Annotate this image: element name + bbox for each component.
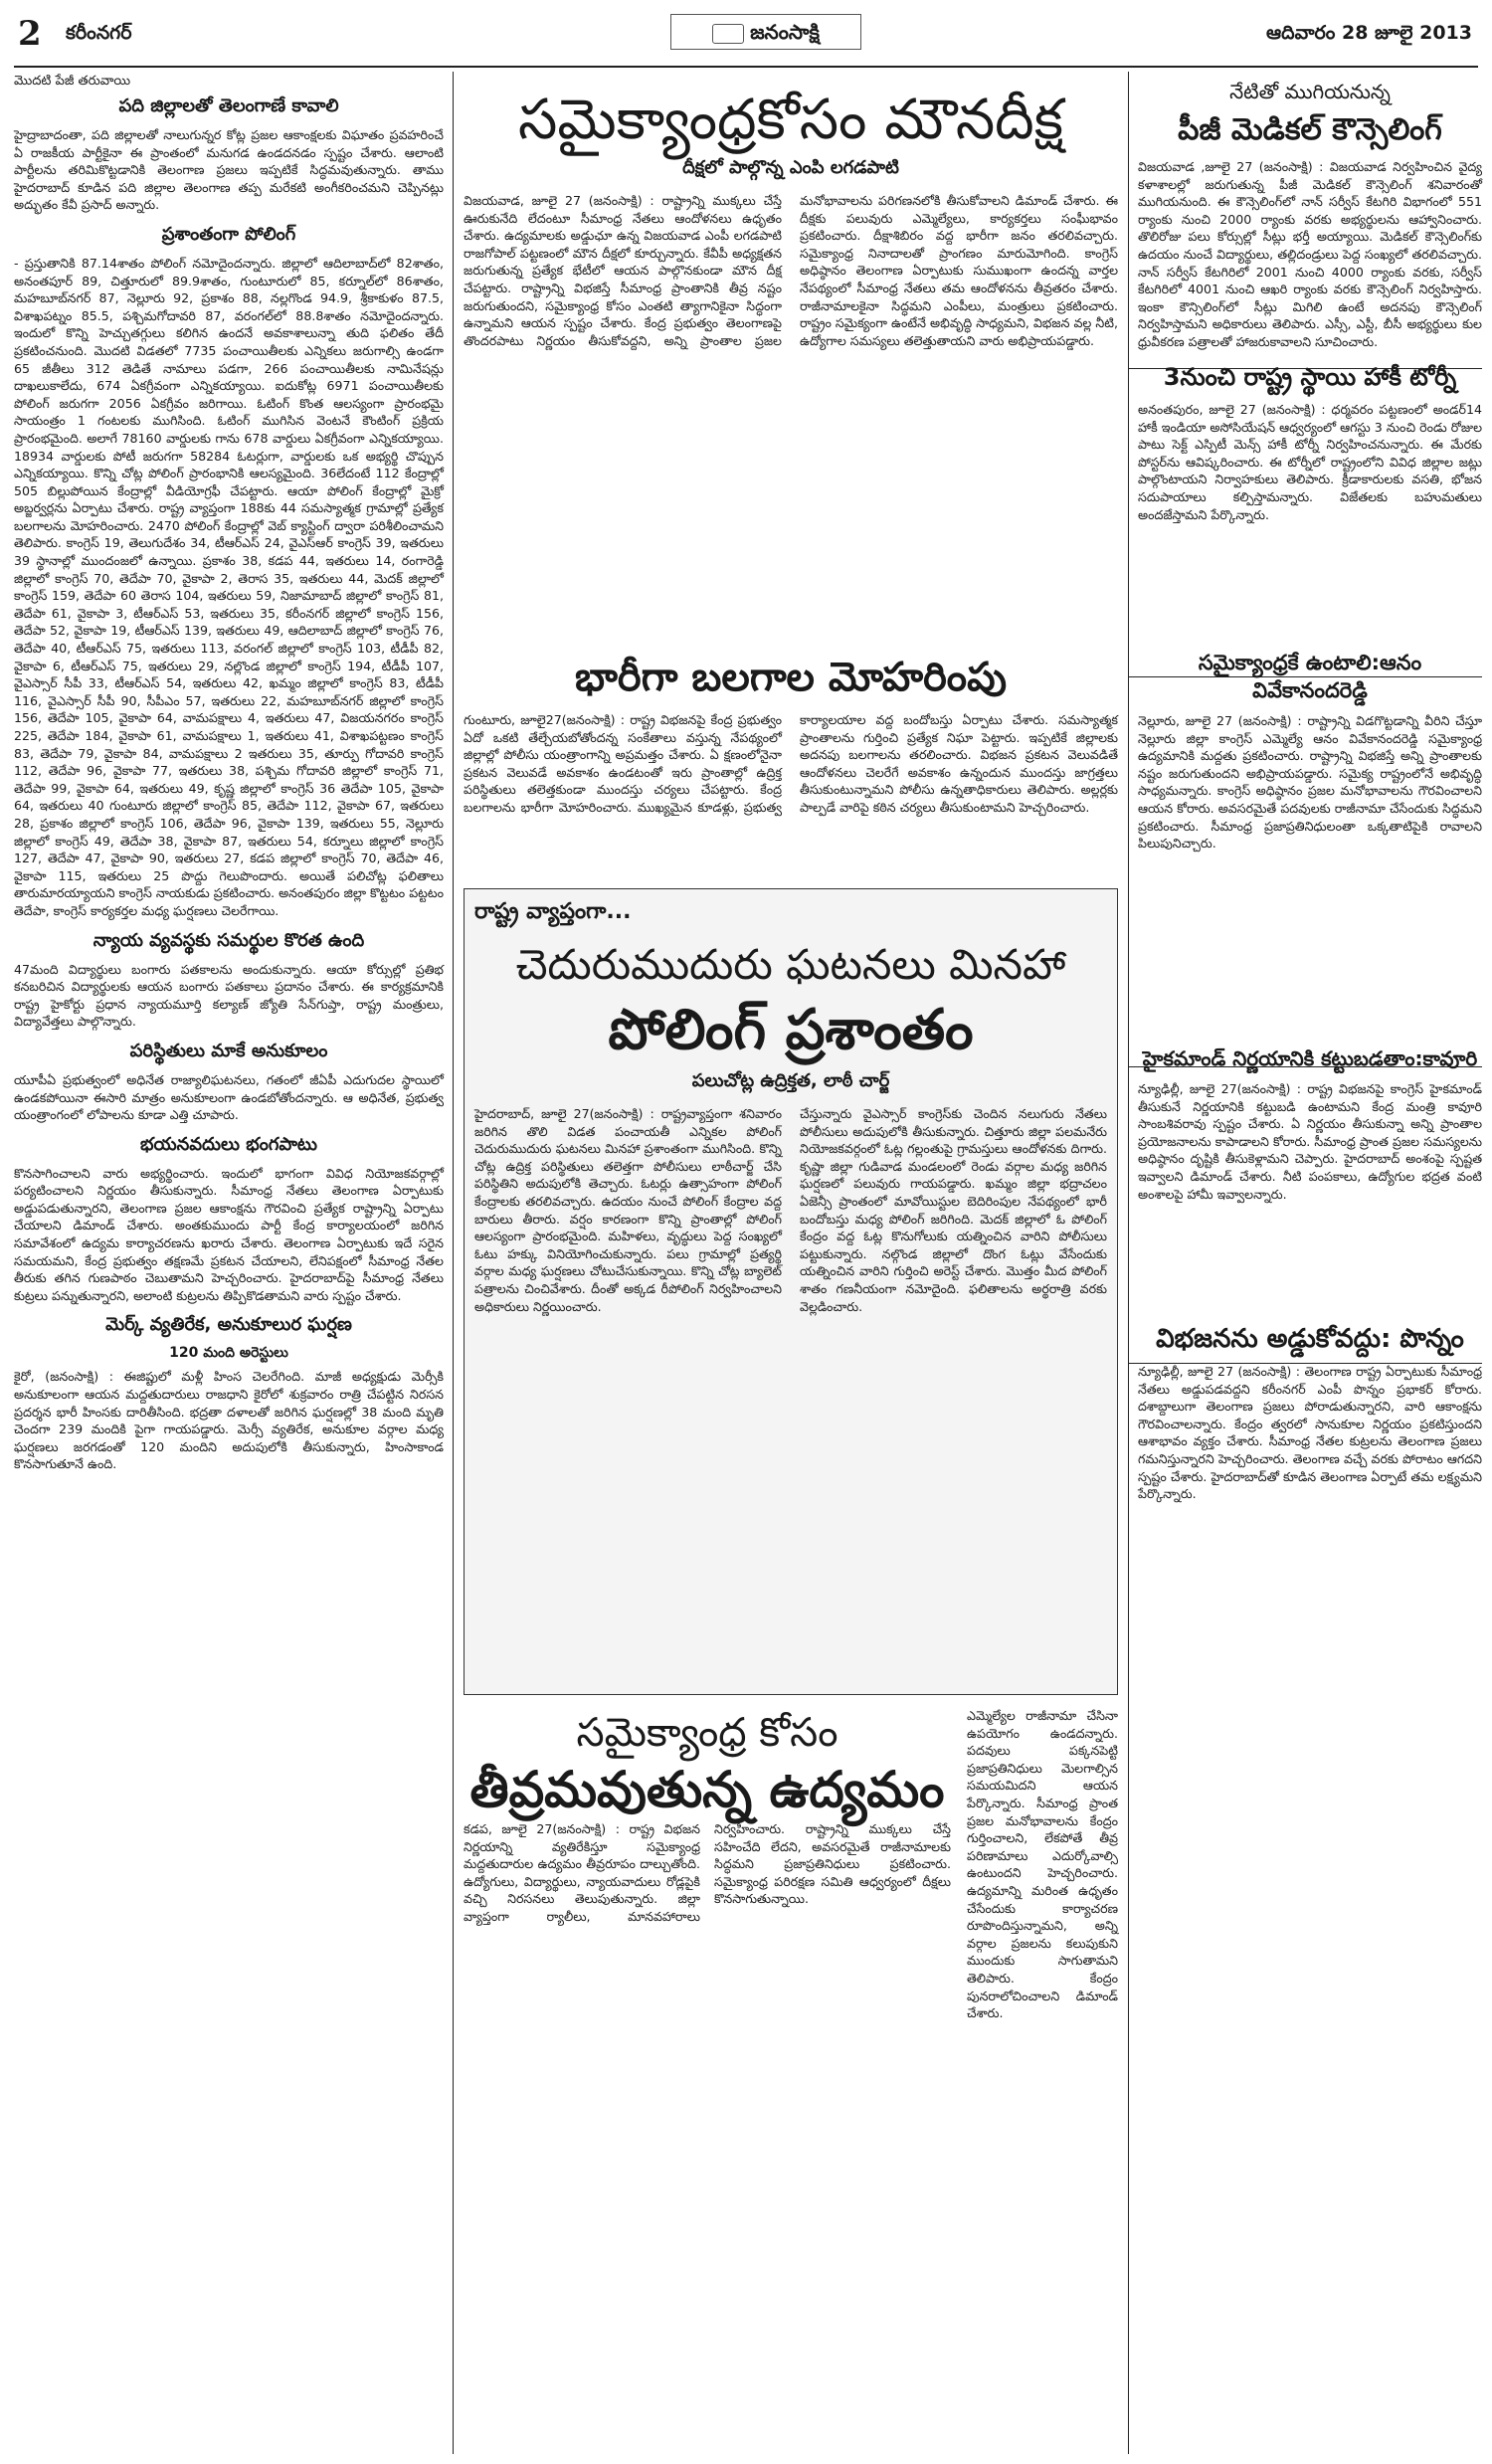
article-headline: పది జిల్లాలతో తెలంగాణే కావాలి (118, 95, 339, 116)
column-rule (453, 72, 454, 2454)
article-body: విజయవాడ ,జూలై 27 (జనంసాక్షి) : విజయవాడ నిర్వహించిన వైద్య కళాశాలల్లో జరుగుతున్న పీజీ మెడికల్ కౌన్సెలింగ్ శనివారంతో ముగియనుంది. ఈ కౌన్సెలింగ్‌లో నాన్ సర్వీస్ కేటగిరి విభాగంలో 551 ర్యాంకు నుంచి 2000 ర్యాంకు వరకు అభ్యర్థులను ఆహ్వానించారు. తొలిరోజు పలు కోర్సుల్లో సీట్లు భర్తీ అయ్యాయి. మెడికల్ కౌన్సెలింగ్‌కు ఉదయం నుంచే విద్యార్థులు, తల్లిదండ్రులు పెద్ద సంఖ్యలో తరలివచ్చారు. నాన్ సర్వీస్ కేటగిరిలో 2001 నుంచి 4000 ర్యాంకు వరకు, సర్వీస్ కేటగిరిలో 4001 నుంచి ఆఖరి ర్యాంకు వరకు కౌన్సెలింగ్ నిర్వహిస్తారు. ఇంకా కౌన్సిలింగ్‌లో సీట్లు మిగిలి ఉంటే అదనపు కౌన్సెలింగ్ నిర్వహిస్తామని అధికారులు తెలిపారు. ఎస్సీ, ఎస్టీ, బీసీ అభ్యర్థులు కుల ధ్రువీకరణ పత్రాలతో హాజరుకావాలని సూచించారు. (1138, 159, 1482, 349)
box-headline-1: చెదురుముదురు ఘటనలు మినహా (515, 940, 1066, 989)
box-body (474, 1105, 1107, 1688)
article-body: నెల్లూరు, జూలై 27 (జనంసాక్షి) : రాష్ట్రాన్ని విడగొట్టడాన్ని వీరిని చేస్తూ నెల్లూరు జిల్లా కాంగ్రెస్ ఎమ్మెల్యే ఆనం వివేకానందరెడ్డి సమైక్యాంధ్ర ఉద్యమానికి మద్దతు ప్రకటించారు. రాష్ట్రాన్ని విభజిస్తే అన్ని ప్రాంతాలకు నష్టం జరుగుతుందని అభిప్రాయపడ్డారు. సమైక్య రాష్ట్రంలోనే అభివృద్ధి సాధ్యమన్నారు. కాంగ్రెస్ అధిష్ఠానం ప్రజల మనోభావాలను గౌరవించాలని ఆయన కోరారు. అవసరమైతే పదవులకు రాజీనామా చేసేందుకు సిద్ధమని ప్రకటించారు. సీమాంధ్ర ప్రజాప్రతినిధులంతా ఒక్కతాటిపైకి రావాలని పిలుపునిచ్చారు. (1138, 713, 1482, 852)
article-headline: తీవ్రమవుతున్న ఉద్యమం (469, 1761, 945, 1818)
box-kicker: రాష్ట్ర వ్యాప్తంగా... (474, 899, 632, 924)
article-headline: మెర్క్ వ్యతిరేక, అనుకూలుర ఘర్షణ (105, 1314, 352, 1336)
article-subheadline: 120 మంది అరెస్టులు (169, 1345, 288, 1362)
lead-headline: సమైక్యాంధ్రకోసం మౌనదీక్ష (518, 88, 1063, 152)
continuation-label: మొదటి పేజీ తరువాయి (14, 74, 131, 89)
edition-name: కరీంనగర్ (66, 22, 132, 44)
article-kicker: నేటితో ముగియనున్న (1229, 80, 1391, 103)
logo-emblem-icon (712, 24, 744, 44)
article-body: గుంటూరు, జూలై27(జనంసాక్షి) : రాష్ట్ర విభజనపై కేంద్ర ప్రభుత్వం ఏదో ఒకటి తేల్చేయబోతోందన్న సంకేతాలు వస్తున్న నేపథ్యంలో జిల్లాల్లో పోలీసు యంత్రాంగాన్ని అప్రమత్తం చేశారు. ఏ క్షణంలోనైనా ప్రకటన వెలువడే అవకాశం ఉండటంతో ఇరు ప్రాంతాల్లో ఉద్రిక్త పరిస్థితులు తలెత్తకుండా ముందస్తు చర్యలు చేపట్టారు. కేంద్ర బలగాలను భారీగా మోహరించారు. ముఖ్యమైన కూడళ్లు, ప్రభుత్వ కార్యాలయాల వద్ద బందోబస్తు ఏర్పాటు చేశారు. సమస్యాత్మక ప్రాంతాలను గుర్తించి ప్రత్యేక నిఘా పెట్టారు. ఇప్పటికే జిల్లాలకు అదనపు బలగాలను తరలించారు. విభజన ప్రకటన వెలువడితే ఆందోళనలు చెలరేగే అవకాశం ఉన్నందున ముందస్తు జాగ్రత్తలు తీసుకుంటున్నామని పోలీసు ఉన్నతాధికారులు తెలిపారు. అల్లర్లకు పాల్పడే వారిపై కఠిన చర్యలు తీసుకుంటామని హెచ్చరించారు. (464, 712, 1118, 815)
bottom-story (464, 1707, 1118, 2021)
page-header (14, 10, 1478, 68)
article-body: యూపీఏ ప్రభుత్వంలో అధినేత రాజ్యాలిఘటనలు, గతంలో జీఏపీ ఎదుగుదల స్థాయిలో ఉండకపోయినా ఈసారి మాత్రం అనుకూలంగా ఉండబోతోందన్నారు. ఆ అధినేత, ప్రభుత్వ యంత్రాంగంలో లోపాలను కూడా ఎత్తి చూపారు. (14, 1071, 444, 1123)
article-headline: భారీగా బలగాల మోహరింపు (574, 655, 1007, 700)
article-body: చేస్తున్నారు వైఎస్సార్ కాంగ్రెస్‌కు చెందిన నలుగురు నేతలు పోలీసులు అదుపులోకి తీసుకున్నారు. చిత్తూరు జిల్లా పలమనేరు నియోజకవర్గంలో ఓట్ల గల్లంతుపై గ్రామస్తులు ఆందోళనకు దిగారు. కృష్ణా జిల్లా గుడివాడ మండలంలో రెండు వర్గాల మధ్య జరిగిన ఘర్షణలో పలువురు గాయపడ్డారు. ఖమ్మం జిల్లా భద్రాచలం ఏజెన్సీ ప్రాంతంలో మావోయిస్టుల బెదిరింపుల నేపథ్యంలో భారీ బందోబస్తు మధ్య పోలింగ్ జరిగింది. మెదక్ జిల్లాలో ఓ పోలింగ్ కేంద్రం వద్ద ఓట్ల కొనుగోలుకు యత్నించిన వారిని పోలీసులు పట్టుకున్నారు. నల్గొండ జిల్లాలో దొంగ ఓట్లు వేసేందుకు యత్నించిన వారిని గుర్తించి అరెస్ట్ చేశారు. మొత్తం మీద పోలింగ్ శాతం గణనీయంగా నమోదైంది. ఫలితాలను అర్థరాత్రి వరకు వెల్లడించారు. (800, 1106, 1107, 1314)
article-headline: హైకమాండ్ నిర్ణయానికి కట్టుబడతాం:కావూరి (1142, 1046, 1478, 1070)
right-column (1138, 74, 1482, 2456)
article-body: విజయవాడ, జూలై 27 (జనంసాక్షి) : రాష్ట్రాన్ని ముక్కలు చేస్తే ఊరుకునేది లేదంటూ సీమాంధ్ర నేతలు ఆందోళనలు ఉధృతం చేశారు. ఉద్యమాలకు అడ్డుఛూ ఉన్న విజయవాడ ఎంపీ లగడపాటి రాజగోపాల్ పట్టణంలో మౌన దీక్షలో కూర్చున్నారు. కేవీపీ అధ్యక్షతన జరుగుతున్న ప్రత్యేక భేటీలో ఆయన పాల్గొనకుండా మౌన దీక్ష చేపట్టారు. రాష్ట్రాన్ని విభజిస్తే సీమాంధ్ర ప్రాంతానికి తీవ్ర నష్టం జరుగుతుందని, సమైక్యాంధ్ర కోసం ఎంతటి త్యాగానికైనా సిద్ధంగా ఉన్నామని ఆయన స్పష్టం చేశారు. కేంద్ర ప్రభుత్వం తెలంగాణపై తొందరపాటు నిర్ణయం తీసుకోవద్దని, అన్ని ప్రాంతాల ప్రజల మనోభావాలను పరిగణనలోకి తీసుకోవాలని డిమాండ్ చేశారు. ఈ దీక్షకు పలువురు ఎమ్మెల్యేలు, కార్యకర్తలు సంఘీభావం ప్రకటించారు. దీక్షాశిబిరం వద్ద భారీగా జనం తరలివచ్చారు. సమైక్యాంధ్ర నినాదాలతో ప్రాంగణం మారుమోగింది. కాంగ్రెస్ అధిష్ఠానం తెలంగాణ ఏర్పాటుకు సుముఖంగా ఉందన్న వార్తల నేపథ్యంలో సీమాంధ్ర నేతలు తమ ఆందోళనను తీవ్రతరం చేశారు. రాజీనామాలకైనా సిద్ధమని ఎంపీలు, మంత్రులు ప్రకటించారు. రాష్ట్రం సమైక్యంగా ఉంటేనే అభివృద్ధి సాధ్యమని, విభజన వల్ల నీటి, ఉద్యోగాల సమస్యలు తలెత్తుతాయని వారు అభిప్రాయపడ్డారు. (464, 193, 1118, 348)
article-body: హైదరాబాద్, జూలై 27(జనంసాక్షి) : రాష్ట్రవ్యాప్తంగా శనివారం జరిగిన తొలి విడత పంచాయతీ ఎన్నికల పోలింగ్ చెదురుముదురు ఘటనలు మినహా ప్రశాంతంగా ముగిసింది. కొన్ని చోట్ల ఉద్రిక్త పరిస్థితులు తలెత్తగా పోలీసులు లాఠీచార్జ్ చేసి పరిస్థితిని అదుపులోకి తెచ్చారు. ఓటర్లు ఉత్సాహంగా పోలింగ్ కేంద్రాలకు తరలివచ్చారు. ఉదయం నుంచే పోలింగ్ కేంద్రాల వద్ద బారులు తీరారు. వర్షం కారణంగా కొన్ని ప్రాంతాల్లో పోలింగ్ ఆలస్యంగా ప్రారంభమైంది. మహిళలు, వృద్ధులు పెద్ద సంఖ్యలో ఓటు హక్కు వినియోగించుకున్నారు. పలు గ్రామాల్లో ప్రత్యర్థి వర్గాల మధ్య ఘర్షణలు చోటుచేసుకున్నాయి. కొన్ని చోట్ల బ్యాలెట్ పత్రాలను చించివేశారు. దీంతో అక్కడ రీపోలింగ్ నిర్వహించాలని అధికారులు నిర్ణయించారు. (474, 1106, 782, 1314)
article-body: కడప, జూలై 27(జనంసాక్షి) : రాష్ట్ర విభజన నిర్ణయాన్ని వ్యతిరేకిస్తూ సమైక్యాంధ్ర మద్దతుదారుల ఉద్యమం తీవ్రరూపం దాల్చుతోంది. ఉద్యోగులు, విద్యార్థులు, న్యాయవాదులు రోడ్లపైకి వచ్చి నిరసనలు తెలుపుతున్నారు. జిల్లా వ్యాప్తంగా ర్యాలీలు, మానవహారాలు నిర్వహించారు. రాష్ట్రాన్ని ముక్కలు చేస్తే సహించేది లేదని, అవసరమైతే రాజీనామాలకు సిద్ధమని ప్రజాప్రతినిధులు ప్రకటించారు. సమైక్యాంధ్ర పరిరక్షణ సమితి ఆధ్వర్యంలో దీక్షలు కొనసాగుతున్నాయి. (464, 1821, 951, 1924)
center-column (464, 74, 1118, 2456)
article-body: న్యూఢిల్లీ, జూలై 27(జనంసాక్షి) : రాష్ట్ర విభజనపై కాంగ్రెస్ హైకమాండ్ తీసుకునే నిర్ణయానికి కట్టుబడి ఉంటామని కేంద్ర మంత్రి కావూరి సాంబశివరావు స్పష్టం చేశారు. ఏ నిర్ణయం తీసుకున్నా అన్ని ప్రాంతాల ప్రయోజనాలను కాపాడాలని కోరారు. సీమాంధ్ర ప్రాంత ప్రజల సమస్యలను అధిష్ఠానం దృష్టికి తీసుకెళ్లామని చెప్పారు. హైదరాబాద్ అంశంపై స్పష్టత ఇవ్వాలని డిమాండ్ చేశారు. నీటి పంపకాలు, ఉద్యోగుల భద్రత వంటి అంశాలపై హామీ ఇవ్వాలన్నారు. (1138, 1081, 1482, 1202)
box-headline-2: పోలింగ్ ప్రశాంతం (608, 998, 974, 1062)
article-headline: భయనవదులు భంగపాటు (139, 1133, 318, 1155)
article-headline: విభజనను అడ్డుకోవద్దు: పొన్నం (1156, 1324, 1464, 1354)
article-body: ఎమ్మెల్యేల రాజీనామా చేసినా ఉపయోగం ఉండదన్నారు. పదవులు పక్కనపెట్టి ప్రజాప్రతినిధులు మెలగాల్సిన సమయమిదని ఆయన పేర్కొన్నారు. సీమాంధ్ర ప్రాంత ప్రజల మనోభావాలను కేంద్రం గుర్తించాలని, లేకపోతే తీవ్ర పరిణామాలు ఎదుర్కోవాల్సి ఉంటుందని హెచ్చరించారు. ఉద్యమాన్ని మరింత ఉధృతం చేసేందుకు కార్యాచరణ రూపొందిస్తున్నామని, అన్ని వర్గాల ప్రజలను కలుపుకుని ముందుకు సాగుతామని తెలిపారు. కేంద్రం పునరాలోచించాలని డిమాండ్ చేశారు. (967, 1708, 1118, 2021)
featured-box (464, 888, 1118, 1695)
article-body: న్యూఢిల్లీ, జూలై 27 (జనంసాక్షి) : తెలంగాణ రాష్ట్ర ఏర్పాటుకు సీమాంధ్ర నేతలు అడ్డుపడవద్దని కరీంనగర్ ఎంపీ పొన్నం ప్రభాకర్ కోరారు. దశాబ్దాలుగా తెలంగాణ ప్రజలు పోరాడుతున్నారని, వారి ఆకాంక్షను గౌరవించాలన్నారు. కేంద్రం త్వరలో సానుకూల నిర్ణయం ప్రకటిస్తుందని ఆశాభావం వ్యక్తం చేశారు. సీమాంధ్ర నేతల కుట్రలను తెలంగాణ ప్రజలు గమనిస్తున్నారని హెచ్చరించారు. తెలంగాణ వచ్చే వరకు పోరాటం ఆగదని స్పష్టం చేశారు. హైదరాబాద్‌తో కూడిన తెలంగాణ ఏర్పాటే తమ లక్ష్యమని పేర్కొన్నారు. (1138, 1364, 1482, 1502)
article-headline: పరిస్థితులు మాకే అనుకూలం (129, 1040, 328, 1061)
article-body: 47మంది విద్యార్థులు బంగారు పతకాలను అందుకున్నారు. ఆయా కోర్సుల్లో ప్రతిభ కనబరిచిన విద్యార్థులకు ఆయన బంగారు పతకాలు ప్రదానం చేశారు. ఈ కార్యక్రమానికి రాష్ట్ర హైకోర్టు ప్రధాన న్యాయమూర్తి కల్యాణ్ జ్యోతి సేన్‌గుప్తా, రాష్ట్ర మంత్రులు, విద్యావేత్తలు పాల్గొన్నారు. (14, 961, 444, 1030)
dateline: ఆదివారం 28 జూలై 2013 (1266, 22, 1472, 44)
article-body: అనంతపురం, జూలై 27 (జనంసాక్షి) : ధర్మవరం పట్టణంలో అండర్14 హాకీ ఇండియా అసోసియేషన్ ఆధ్వర్యంలో ఆగస్టు 3 నుంచి రెండు రోజుల పాటు సెక్ట్ ఎస్పిటీ మెన్స్ హాకీ టోర్నీ నిర్వహించనున్నారు. ఈ మేరకు పోస్టర్‌ను ఆవిష్కరించారు. ఈ టోర్నీలో రాష్ట్రంలోని వివిధ జిల్లాల జట్లు పాల్గొంటాయని నిర్వాహకులు తెలిపారు. క్రీడాకారులకు వసతి, భోజన సదుపాయాలు కల్పిస్తామన్నారు. విజేతలకు బహుమతులు అందజేస్తామని పేర్కొన్నారు. (1138, 402, 1482, 522)
article-headline: పీజీ మెడికల్ కౌన్సెలింగ్ (1178, 112, 1442, 147)
article-headline: సమైక్యాంధ్రకే ఉంటాలి:ఆనం వివేకానందరెడ్డి (1198, 651, 1422, 702)
article-headline: సమైక్యాంధ్ర కోసం (576, 1710, 839, 1756)
article-body: హైద్రాబాదంతా, పది జిల్లాలతో నాలుగున్నర కోట్ల ప్రజల ఆకాంక్షలకు విఘాతం ప్రవహరించే ఏ రాజకీయ పార్టీకైనా ఈ ప్రాంతంలో మనుగడ ఉండదనడం స్పష్టం చేశారు. ఆలాంటి పార్టీలను తరిమికొట్టడానికి తెలంగాణ ప్రజలు ఇప్పటికే సిద్ధమవుతున్నారు. తాము హైదరాబాద్ కూడిన పది జిల్లాల తెలంగాణ తప్ప మరేకటి అంగీకరించమని చెప్పినట్లు అద్భుతం కేవీ ప్రసాద్ అన్నారు. (14, 127, 444, 213)
article-body: - ప్రస్తుతానికి 87.14శాతం పోలింగ్ నమోదైందన్నారు. జిల్లాలో ఆదిలాబాద్‌లో 82శాతం, అనంతపూర్ 89, చిత్తూరులో 89.9శాతం, గుంటూరులో 85, కర్నూల్‌లో 86శాతం, మహబూబ్‌నగర్ 87, నెల్లూరు 92, ప్రకాశం 88, నల్లగొండ 94.9, శ్రీకాకుళం 87.5, విశాఖపట్నం 85.5, పశ్చిమగోదావరి 87, వరంగల్‌లో 88.8శాతం నమోదైందన్నారు. ఇందులో కొన్ని హెచ్చుతగ్గులు కలిగిన ఉందనే అవకాశాలున్నా తుది ఫలితం తేదీ ప్రకటించనుంది. మొదటి విడతలో 7735 పంచాయితీలకు ఎన్నికలు జరుగాల్సి ఉండగా 65 జీతీలు 312 తెడితే నామాలు పడగా, 266 పంచాయితీలకు నామినేషన్లు దాఖలుకాలేదు, 674 ఏకగ్రీవంగా ఎన్నికయ్యాయి. ఐదుకోట్ల 6971 పంచాయితీలకు పోలింగ్ జరుగగా 2056 ఏకగ్రీవం జరిగాయి. ఓటింగ్ కొంత ఆలస్యంగా ప్రారంభమై సాయంత్రం 1 గంటలకు ముగిసింది. ఓటింగ్ ముగిసిన వెంటనే కౌంటింగ్ ప్రక్రియ ప్రారంభమైంది. అలాగే 78160 వార్డులకు గాను 678 వార్డులు ఏకగ్రీవంగా ఎన్నికయ్యాయి. 18934 వార్డులకు పోటీ జరుగగా 58284 ఓటర్లుగా, వార్డులకు ఒక అభ్యర్థి చొప్పున ఎన్నికయ్యాయి. కొన్ని చోట్ల పోలింగ్ ప్రారంభానికి ఆలస్యమైంది. 36లేదంటే 112 కేంద్రాల్లో 505 బిల్లుపోయిన కేంద్రాల్లో వీడియోగ్రఫీ చేపట్టారు. ఆయా పోలింగ్ కేంద్రాల్లో మైక్రో అబ్జర్వర్లను ఏర్పాటు చేశారు. రాష్ట్ర వ్యాప్తంగా 188కు 44 సమస్యాత్మక గ్రామాల్లో ప్రత్యేక బలగాలను మోహరించారు. 2470 పోలింగ్ కేంద్రాల్లో వెబ్ క్యాస్టింగ్ ద్వారా పరిశీలించామని తెలిపారు. కాంగ్రెస్ 19, తెలుగుదేశం 34, టీఆర్ఎస్ 24, వైఎస్ఆర్ కాంగ్రెస్ 39, ఇతరులు 39 స్థానాల్లో ముందంజలో ఉన్నాయి. ప్రకాశం 38, కడప 44, ఇతరులు 14, రంగారెడ్డి జిల్లాలో కాంగ్రెస్ 70, తెదేపా 70, వైకాపా 2, తెరాస 35, ఇతరులు 44, మెదక్ జిల్లాలో కాంగ్రెస్ 159, తెదేపా 60 తెరాస 104, ఇతరులు 59, నిజామాబాద్ జిల్లాలో కాంగ్రెస్ 81, తెదేపా 61, వైకాపా 3, టీఆర్ఎస్ 53, ఇతరులు 35, కరీంనగర్ జిల్లాలో కాంగ్రెస్ 156, తెదేపా 52, వైకాపా 19, టీఆర్ఎస్ 139, ఇతరులు 49, ఆదిలాబాద్ జిల్లాలో కాంగ్రెస్ 76, తెదేపా 40, టీఆర్ఎస్ 75, ఇతరులు 113, వరంగల్ జిల్లాలో కాంగ్రెస్ 103, టీడీపీ 82, వైకాపా 6, టీఆర్ఎస్ 75, ఇతరులు 29, నల్లొండ జిల్లాలో కాంగ్రెస్ 194, టీడీపీ 107, వైఎస్సార్ సీపీ 33, టీఆర్ఎస్ 54, ఇతరులు 42, ఖమ్మం జిల్లాలో కాంగ్రెస్ 83, టీడీపీ 116, వైఎస్సార్ సీపీ 90, సీపీఎం 57, ఇతరులు 22, మహబూబ్‌నగర్ జిల్లాలో కాంగ్రెస్ 156, తెదేపా 105, వైకాపా 64, వామపక్షాలు 4, ఇతరులు 47, విజయనగరం కాంగ్రెస్ 225, తెదేపా 184, వైకాపా 61, వామపక్షాలు 1, ఇతరులు 41, విశాఖపట్టణం కాంగ్రెస్ 83, తెదేపా 79, వైకాపా 84, వామపక్షాలు 2 ఇతరులు 35, తూర్పు గోదావరి కాంగ్రెస్ 112, తెదేపా 96, వైకాపా 77, ఇతరులు 38, పశ్చిమ గోదావరి జిల్లాలో కాంగ్రెస్ 71, తెదేపా 99, వైకాపా 64, ఇతరులు 49, కృష్ణ జిల్లాలో కాంగ్రెస్ 36 తెదేపా 105, వైకాపా 64, ఇతరులు 40 గుంటూరు జిల్లాలో కాంగ్రెస్ 85, తెదేపా 112, వైకాపా 67, ఇతరులు 28, ప్రకాశం జిల్లాలో కాంగ్రెస్ 106, తెదేపా 96, వైకాపా 139, ఇతరులు 55, నెల్లూరు జిల్లాలో కాంగ్రెస్ 49, తెదేపా 38, వైకాపా 87, ఇతరులు 54, కర్నూలు జిల్లాలో కాంగ్రెస్ 127, తెదేపా 47, వైకాపా 90, ఇతరులు 27, కడప జిల్లాలో కాంగ్రెస్ 70, తెదేపా 46, వైకాపా 115, ఇతరులు 25 పొద్దు గెలుపొందారు. అయితే పలిచోట్ల ఫలితాలు తారుమారయ్యాయని కాంగ్రెస్ నాయకుడు ప్రకటించారు. అనంతపురం జిల్లా కొట్టటం పట్టటం తెదేపా, కాంగ్రెస్ కార్యకర్తల మధ్య ఘర్షణలు చెలరేగాయి. (14, 255, 444, 918)
article-body: కైరో, (జనంసాక్షి) : ఈజిప్టులో మళ్లీ హింస చెలరేగింది. మాజీ అధ్యక్షుడు మెర్సీకి అనుకూలంగా ఆయన మద్దతుదారులు రాజధాని కైరోలో శుక్రవారం రాత్రి చేపట్టిన నిరసన ప్రదర్శన భారీ హింసకు దారితీసింది. భద్రతా దళాలతో జరిగిన ఘర్షణల్లో 38 మంది మృతి చెందగా 239 మందికి పైగా గాయపడ్డారు. మెర్సీ వ్యతిరేక, అనుకూల వర్గాల మధ్య ఘర్షణలు జరగడంతో 120 మందిని అదుపులోకి తీసుకున్నారు, హింసాకాండ కొనసాగుతూనే ఉంది. (14, 1369, 444, 1472)
article-headline: 3నుంచి రాష్ట్ర స్థాయి హాకీ టోర్నీ (1163, 363, 1457, 391)
column-rule (1128, 72, 1129, 2454)
article-headline: ప్రశాంతంగా పోలింగ్ (161, 223, 296, 245)
article-headline: న్యాయ వ్యవస్థకు సమర్థుల కొరత ఉంది (93, 929, 365, 951)
masthead-logo (670, 14, 861, 50)
page-number: 2 (18, 14, 42, 54)
article-body: కొనసాగించాలని వారు అభ్యర్థించారు. ఇందులో భాగంగా వివిధ నియోజకవర్గాల్లో పర్యటించాలని నిర్ణయం తీసుకున్నారు. సీమాంధ్ర నేతలు తెలంగాణ ఏర్పాటుకు అడ్డుపడుతున్నారని, తెలంగాణ ప్రజల ఆకాంక్షను గౌరవించి ప్రత్యేక రాష్ట్రాన్ని ఏర్పాటు చేయాలని డిమాండ్ చేశారు. అంతకుముందు పార్టీ కేంద్ర కార్యాలయంలో జరిగిన సమావేశంలో ఉద్యమ కార్యాచరణను ఖరారు చేశారు. తెలంగాణ ఏర్పాటుకు ఇదే సరైన సమయమని, కేంద్ర ప్రభుత్వం తక్షణమే ప్రకటన చేయాలని, లేనిపక్షంలో సీమాంధ్ర నేతల తీరుకు తగిన గుణపాఠం చెబుతామని హెచ్చరించారు. హైదరాబాద్‌పై సీమాంధ్ర నేతలు కుట్రలు పన్నుతున్నారని, అలాంటి కుట్రలను తిప్పికొడతామని వారు స్పష్టం చేశారు. (14, 1165, 444, 1303)
lead-deck: దీక్షలో పాల్గొన్న ఎంపి లగడపాటి (682, 157, 899, 178)
box-deck: పలుచోట్ల ఉద్రిక్తత, లాఠీ చార్జ్ (691, 1070, 890, 1091)
masthead-title: జనంసాక్షి (750, 20, 820, 44)
bottom-story-main (464, 1707, 951, 1972)
left-column (14, 74, 444, 2456)
